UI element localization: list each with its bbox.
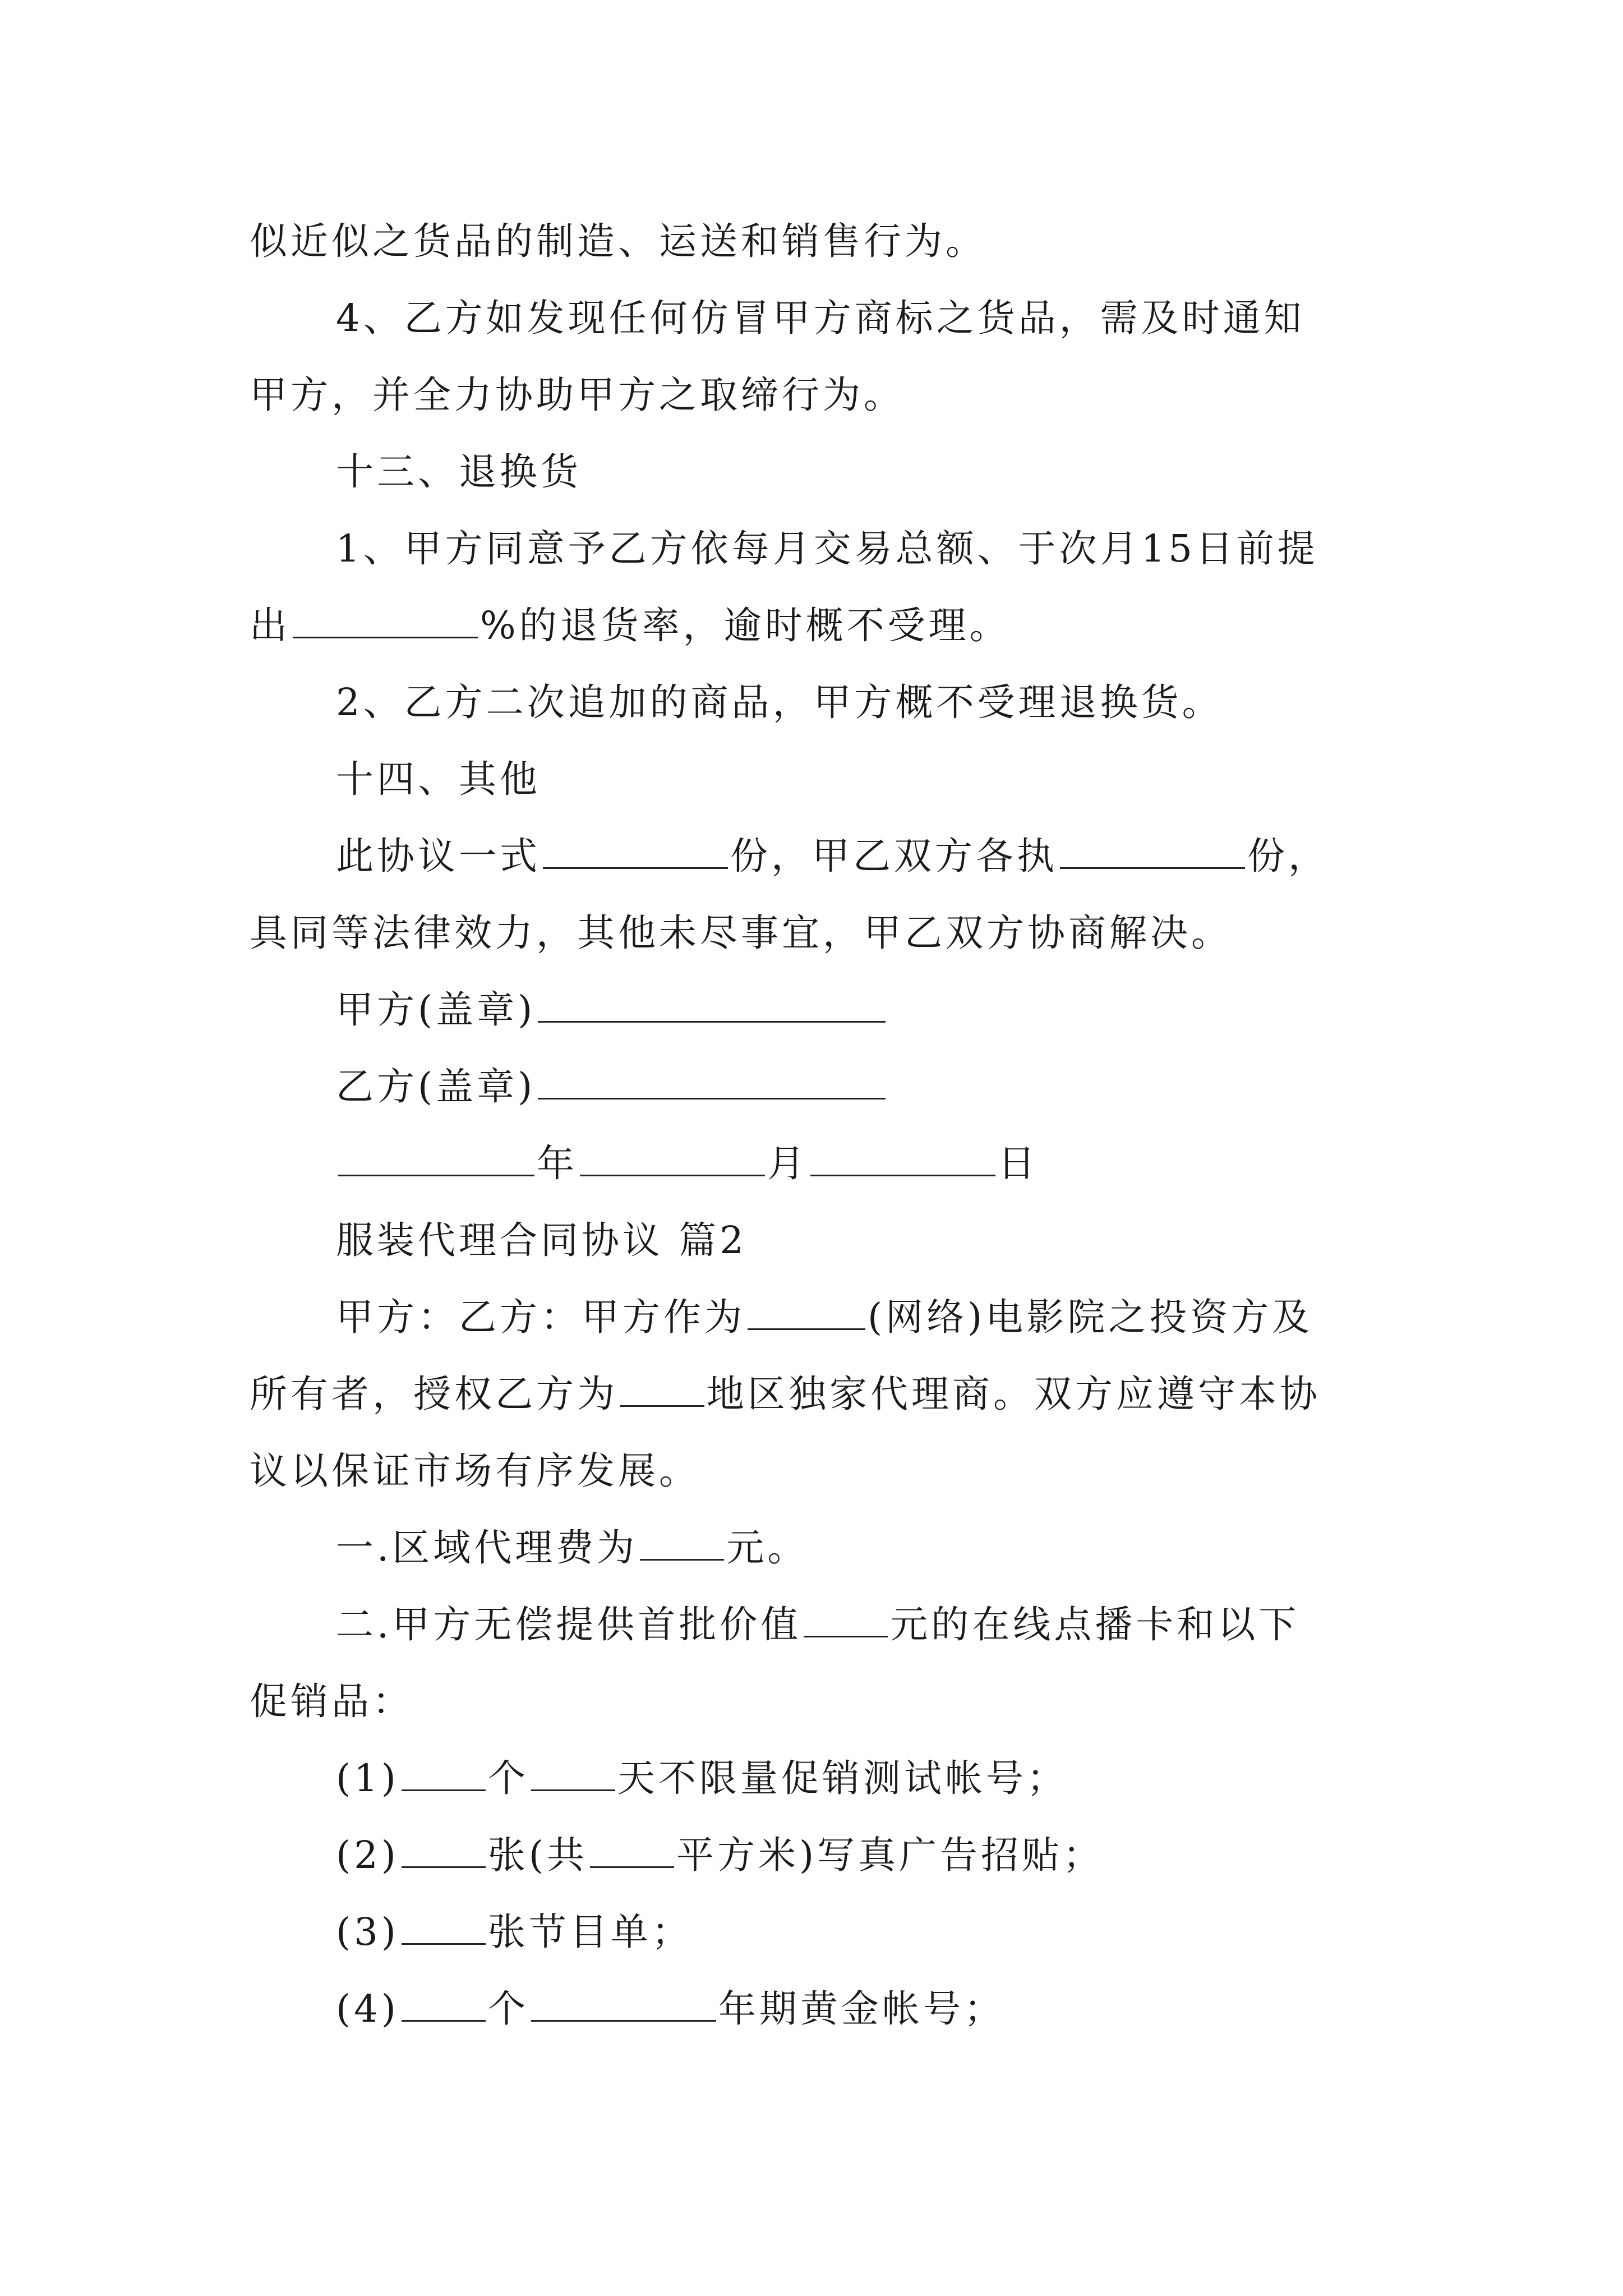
text-fragment: 元。	[726, 1526, 809, 1570]
text-fragment: 所有者，授权乙方为	[250, 1372, 618, 1416]
date-line	[250, 1125, 1416, 1202]
signature-line-party-b	[250, 1048, 1416, 1125]
document-heading	[250, 1202, 1416, 1279]
section-heading	[250, 434, 1416, 510]
fill-blank	[538, 1068, 886, 1099]
text-fragment: (1)	[336, 1756, 399, 1800]
fill-blank	[293, 606, 478, 638]
text-fragment: 具同等法律效力，其他未尽事宜，甲乙双方协商解决。	[250, 911, 1232, 955]
fill-blank	[531, 1759, 615, 1791]
paragraph-line	[250, 510, 1416, 587]
text-fragment: (3)	[336, 1910, 399, 1954]
fill-blank	[402, 1913, 486, 1945]
paragraph-line	[250, 818, 1416, 895]
text-fragment: 张(共	[487, 1833, 588, 1877]
text-fragment: 一.区域代理费为	[336, 1526, 638, 1570]
text-fragment: 二.甲方无偿提供首批价值	[336, 1603, 802, 1646]
text-fragment: 似近似之货品的制造、运送和销售行为。	[250, 219, 986, 263]
section-heading	[250, 741, 1416, 818]
paragraph-line	[250, 1586, 1416, 1663]
fill-blank	[590, 1836, 674, 1868]
text-fragment: (4)	[336, 1987, 399, 2031]
text-fragment: 十三、退换货	[336, 450, 582, 494]
fill-blank	[531, 1990, 716, 2022]
fill-blank	[538, 991, 886, 1023]
text-fragment: 份，	[1247, 834, 1329, 878]
text-fragment: 十四、其他	[336, 757, 541, 801]
text-fragment: 4、乙方如发现任何仿冒甲方商标之货品，需及时通知	[336, 296, 1305, 340]
text-fragment: 促销品：	[250, 1680, 413, 1723]
fill-blank	[402, 1759, 486, 1791]
text-fragment: 甲方(盖章)	[336, 988, 536, 1032]
fill-blank	[804, 1605, 888, 1637]
list-item	[250, 1894, 1416, 1971]
paragraph-line	[250, 1279, 1416, 1356]
text-fragment: 月	[767, 1142, 808, 1185]
paragraph-line	[250, 664, 1416, 741]
list-item	[250, 1971, 1416, 2047]
text-fragment: 甲方：乙方：甲方作为	[336, 1295, 745, 1339]
paragraph-line	[250, 1433, 1416, 1510]
document-body	[250, 203, 1416, 2047]
paragraph-line	[250, 1663, 1416, 1740]
text-fragment: 个	[487, 1756, 529, 1800]
text-fragment: 份，甲乙双方各执	[730, 834, 1058, 878]
text-fragment: 议以保证市场有序发展。	[250, 1449, 700, 1493]
text-fragment: 天不限量促销测试帐号；	[617, 1756, 1068, 1800]
text-fragment: 此协议一式	[336, 834, 541, 878]
paragraph-line	[250, 895, 1416, 972]
text-fragment: 出	[250, 604, 291, 647]
text-fragment: 年期黄金帐号；	[718, 1987, 1005, 2031]
paragraph-line	[250, 203, 1416, 280]
signature-line-party-a	[250, 972, 1416, 1048]
text-fragment: (2)	[336, 1833, 399, 1877]
fill-blank	[543, 837, 728, 869]
paragraph-line	[250, 357, 1416, 434]
text-fragment: 个	[487, 1987, 529, 2031]
fill-blank	[580, 1144, 765, 1176]
paragraph-line	[250, 1510, 1416, 1586]
text-fragment: 甲方，并全力协助甲方之取缔行为。	[250, 373, 905, 417]
paragraph-line	[250, 587, 1416, 664]
fill-blank	[640, 1529, 724, 1561]
text-fragment: 日	[998, 1142, 1039, 1185]
text-fragment: 地区独家代理商。双方应遵守本协	[707, 1372, 1321, 1416]
fill-blank	[1060, 837, 1245, 869]
fill-blank	[620, 1375, 704, 1407]
text-fragment: 乙方(盖章)	[336, 1065, 536, 1108]
text-fragment: 年	[537, 1142, 578, 1185]
list-item	[250, 1817, 1416, 1894]
text-fragment: 平方米)写真广告招贴；	[676, 1833, 1104, 1877]
text-fragment: 元的在线点播卡和以下	[890, 1603, 1300, 1646]
paragraph-line	[250, 1356, 1416, 1433]
text-fragment: 张节目单；	[487, 1910, 693, 1954]
text-fragment: 服装代理合同协议 篇2	[336, 1218, 747, 1262]
text-fragment: 1、甲方同意予乙方依每月交易总额、于次月15日前提	[336, 527, 1318, 570]
text-fragment: (网络)电影院之投资方及	[868, 1295, 1313, 1339]
fill-blank	[810, 1144, 995, 1176]
text-fragment: 2、乙方二次追加的商品，甲方概不受理退换货。	[336, 680, 1223, 724]
fill-blank	[402, 1990, 486, 2022]
fill-blank	[402, 1836, 486, 1868]
fill-blank	[338, 1144, 534, 1176]
list-item	[250, 1740, 1416, 1817]
fill-blank	[748, 1298, 865, 1330]
text-fragment: %的退货率，逾时概不受理。	[480, 604, 1011, 647]
paragraph-line	[250, 280, 1416, 357]
